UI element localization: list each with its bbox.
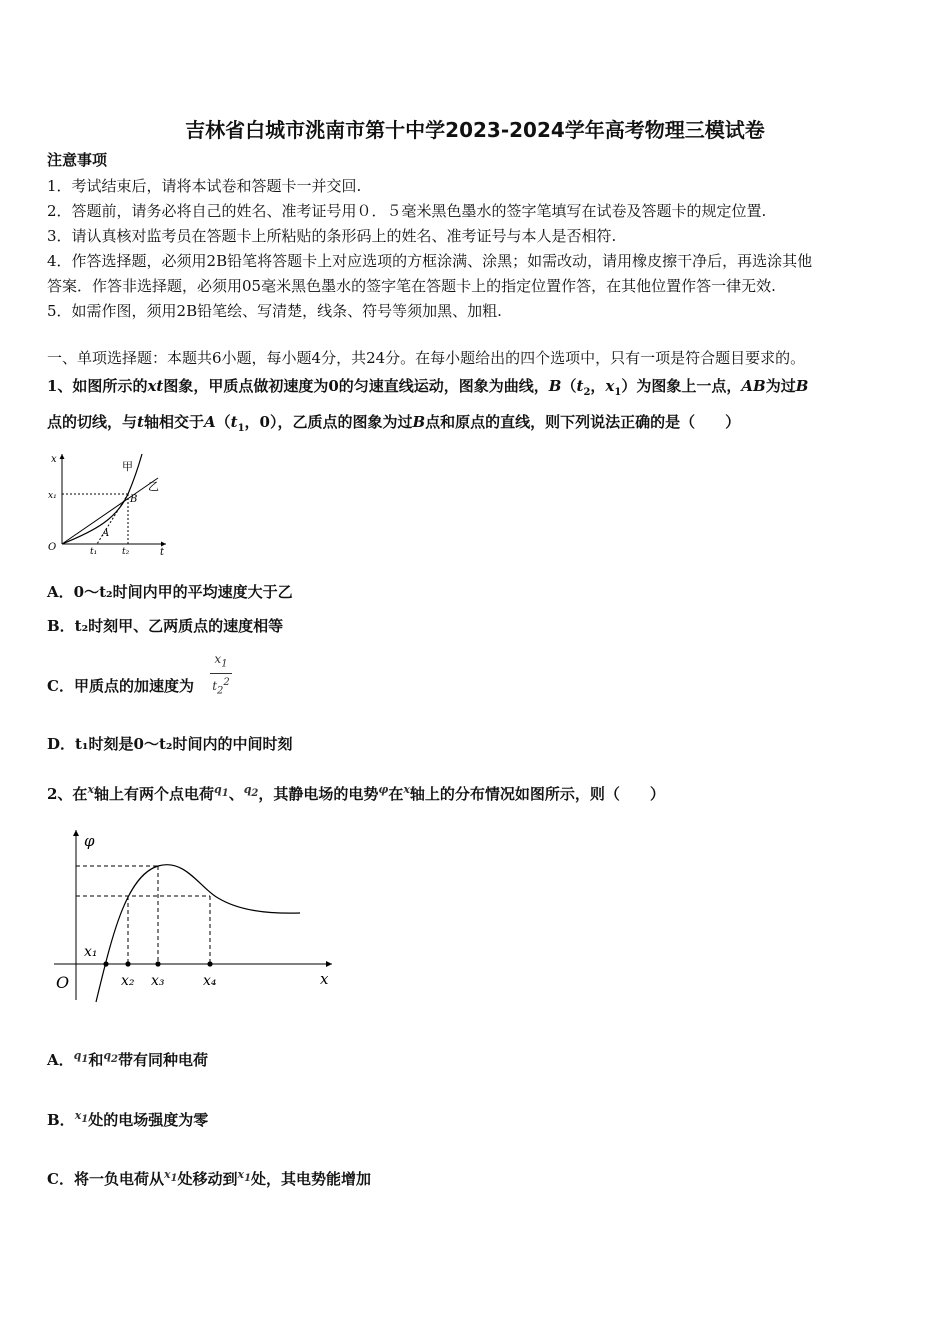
q2-y-axis-label: φ [84,832,95,850]
q1-stem-line2: 点的切线，与t轴相交于$A(t_1$，0），乙质点的图象为过B点和原点的直线，则下列说法正确的是（ ） [47,413,741,434]
q2-stem: 2、在$^x$轴上有两个点电荷$^{q_1}$、$^{q_2}$，其静电场的电势$^\varphi$在$^x$轴上的分布情况如图所示，则（ ） [47,783,665,803]
q1-origin: O [48,542,57,553]
q1-t1-tick: t₁ [90,547,98,557]
q1-x-axis-label: t [160,547,165,558]
q1-x1-tick: x₁ [48,491,57,501]
q1-point-b-label: B [130,494,138,505]
notice-item: 4．作答选择题，必须用2B铅笔将答题卡上对应选项的方框涂满、涂黑；如需改动，请用橡皮擦干净后，再选涂其他 [47,252,813,270]
q2-x-axis-label: x [320,970,329,988]
notice-heading: 注意事项 [47,151,108,169]
q1-stem-line1: 1、如图所示的xt图象，甲质点做初速度为0的匀速直线运动，图象为曲线，$B(t_2$，$x_1$）为图象上一点，AB为过B [47,377,809,398]
q1-point-a-label: A [102,528,110,539]
q1-curve-jia-label: 甲 [122,460,133,473]
q2-phi-graph [50,826,340,1006]
q2-x4-tick: x₄ [203,973,217,989]
q2-option-b[interactable]: B．$^{x_1}$处的电场强度为零 [47,1109,209,1129]
q2-origin: O [56,973,70,992]
q1-y-axis-label: x [51,454,57,465]
q1-t2-tick: t₂ [122,547,130,557]
notice-item: 1．考试结束后，请将本试卷和答题卡一并交回. [47,177,362,195]
q2-option-a[interactable]: A．$^{q_1}$和$^{q_2}$带有同种电荷 [47,1049,209,1069]
q2-option-c[interactable]: C．将一负电荷从$^{x_1}$处移动到$^{x_1}$处，其电势能增加 [47,1168,372,1188]
q1-option-d[interactable]: D．t₁时刻是0～t₂时间内的中间时刻 [47,735,293,753]
q1-line-yi-label: 乙 [148,480,159,493]
q1-option-a[interactable]: A．0～t₂时间内甲的平均速度大于乙 [47,583,293,601]
q1-xt-graph [42,448,174,560]
q1-option-c-fraction: $x_1$ $t_2^2$ [210,652,232,699]
q1-option-c[interactable]: C．甲质点的加速度为 [47,677,194,695]
notice-item: 5．如需作图，须用2B铅笔绘、写清楚，线条、符号等须加黑、加粗. [47,302,502,320]
notice-item: 2．答题前，请务必将自己的姓名、准考证号用０．５毫米黑色墨水的签字笔填写在试卷及答题卡的规定位置. [47,202,767,220]
q2-x2-tick: x₂ [121,973,135,989]
notice-item: 答案．作答非选择题，必须用05毫米黑色墨水的签字笔在答题卡上的指定位置作答，在其他位置作答一律无效. [47,277,776,295]
notice-item: 3．请认真核对监考员在答题卡上所粘贴的条形码上的姓名、准考证号与本人是否相符. [47,227,617,245]
q2-x3-tick: x₃ [151,973,165,989]
section-heading: 一、单项选择题：本题共6小题，每小题4分，共24分。在每小题给出的四个选项中，只有一项是符合题目要求的。 [47,349,806,367]
page-title: 吉林省白城市洮南市第十中学2023-2024学年高考物理三模试卷 [185,118,765,142]
q1-option-b[interactable]: B．t₂时刻甲、乙两质点的速度相等 [47,617,284,635]
q2-x1-tick: x₁ [84,944,98,960]
